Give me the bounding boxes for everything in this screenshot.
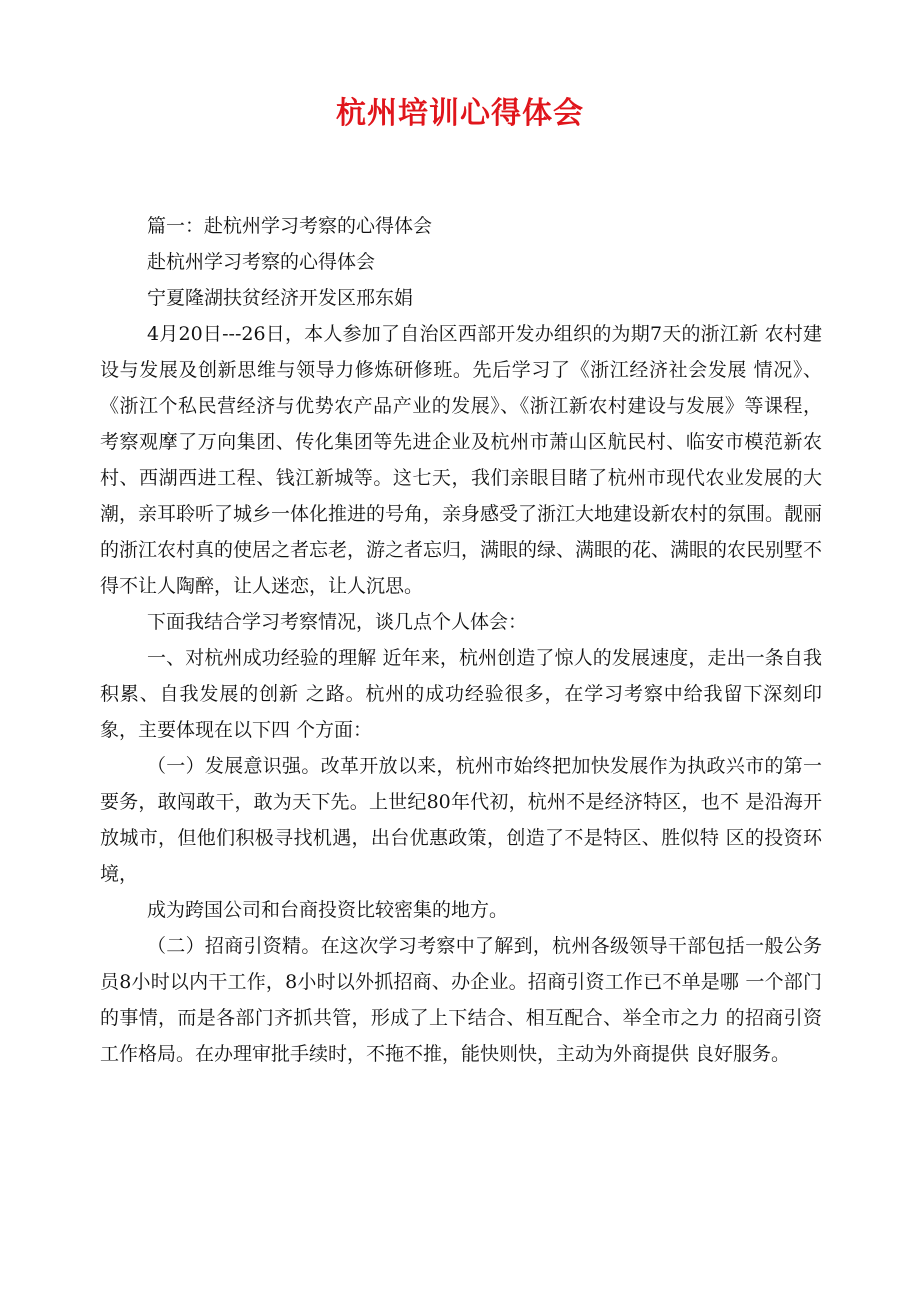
paragraph-body: 一、对杭州成功经验的理解 近年来，杭州创造了惊人的发展速度，走出一条自我积累、自我发展的创新 之路。杭州的成功经验很多，在学习考察中给我留下深刻印象，主要体现在以下四 个方面： bbox=[100, 647, 822, 741]
paragraph-section-heading: 篇一：赴杭州学习考察的心得体会 bbox=[147, 215, 433, 237]
paragraph-body: 下面我结合学习考察情况，谈几点个人体会： bbox=[147, 611, 528, 633]
document-body bbox=[100, 208, 822, 1072]
document-title: 杭州培训心得体会 bbox=[336, 96, 584, 131]
paragraph-body: 成为跨国公司和台商投资比较密集的地方。 bbox=[147, 899, 509, 921]
paragraph-body: （一）发展意识强。改革开放以来，杭州市始终把加快发展作为执政兴市的第一要务，敢闯敢干，敢为天下先。上世纪80年代初，杭州不是经济特区，也不 是沿海开放城市，但他们积极寻找机遇，出台优惠政策，创造了不是特区、胜似特 区的投资环境， bbox=[100, 755, 822, 885]
paragraph-body: 4月20日---26日，本人参加了自治区西部开发办组织的为期7天的浙江新 农村建设与发展及创新思维与领导力修炼研修班。先后学习了《浙江经济社会发展 情况》、《浙江个私民营经济与优势农产品产业的发展》、《浙江新农村建设与发展》等课程，考察观摩了万向集团、传化集团等先进企业及杭州市萧山区航民村、临安市模范新农村、西湖西进工程、钱江新城等。这七天，我们亲眼目睹了杭州市现代农业发展的大潮，亲耳聆听了城乡一体化推进的号角，亲身感受了浙江大地建设新农村的氛围。靓丽的浙江农村真的使居之者忘老，游之者忘归，满眼的绿、满眼的花、满眼的农民别墅不得不让人陶醉，让人迷恋，让人沉思。 bbox=[100, 323, 823, 597]
paragraph-subtitle: 赴杭州学习考察的心得体会 bbox=[147, 251, 376, 273]
paragraph-author: 宁夏隆湖扶贫经济开发区邢东娟 bbox=[147, 287, 414, 309]
paragraph-body: （二）招商引资精。在这次学习考察中了解到，杭州各级领导干部包括一般公务员8小时以内干工作，8小时以外抓招商、办企业。招商引资工作已不单是哪 一个部门的事情，而是各部门齐抓共管，形成了上下结合、相互配合、举全市之力 的招商引资工作格局。在办理审批手续时，不拖不推，能快则快，主动为外商提供 良好服务。 bbox=[100, 935, 822, 1065]
